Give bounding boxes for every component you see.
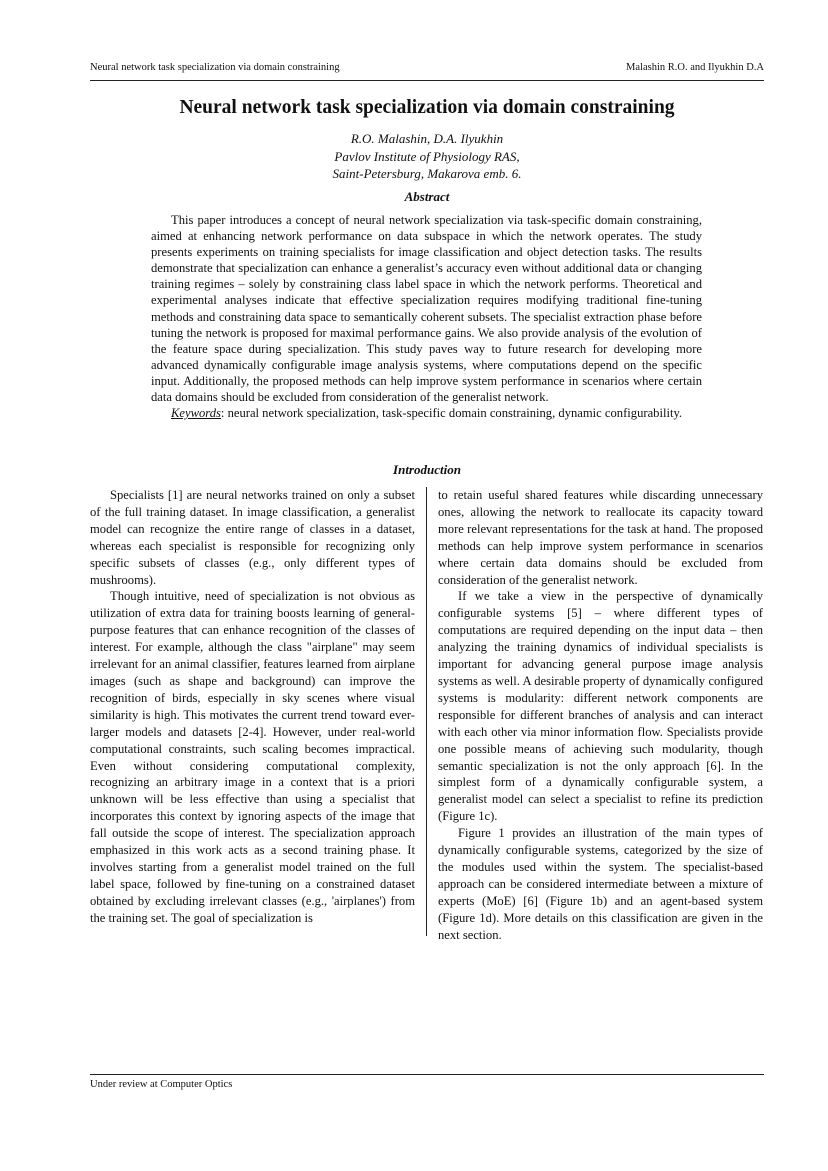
running-header [90,60,764,81]
intro-paragraph: Though intuitive, need of specialization is not obvious as utilization of extra data for training boosts learning of general-purpose features that can enhance recognition of the classes of interest. For example, although the class "airplane" may seem irrelevant for an animal classifier, features learned from airplane images (such as shape and background) can improve the recognition of birds, especially in sky scenes where visual similarity is high. This motivates the current trend toward ever-larger models and datasets [2-4]. However, under real-world computational constraints, such scaling becomes impractical. Even without considering computational complexity, recognizing an arbitrary image in a context that is a priori unknown will be less effective than using a specialist that incorporates this context by ignoring aspects of the image that fall outside the scope of interest. The specialization approach emphasized in this work acts as a second training phase. It involves starting from a generalist model trained on the full label space, followed by fine-tuning on a constrained dataset obtained by excluding irrelevant classes (e.g., 'airplanes') from the training set. The goal of specialization is [90,589,415,925]
intro-paragraph: If we take a view in the perspective of dynamically configurable systems [5] – where different types of computations are required depending on the input data – then analyzing the training dynamics of individual specialists is important for advancing general purpose image analysis systems as well. A desirable property of dynamically configured systems is modularity: different network components are responsible for different branches of analysis and can interact with each other via minor information flow. Specialists provide one possible means of achieving such modularity, though semantic specialization is not the only approach [6]. In the simplest form of a dynamically configurable system, a generalist model can select a specialist to refine its prediction (Figure 1c). [438,589,763,824]
intro-paragraph-continued: to retain useful shared features while discarding unnecessary ones, allowing the network to reallocate its capacity toward more relevant representations for the task at hand. The proposed methods can help improve system performance in scenarios where certain data domains should be excluded from consideration of the generalist network. [438,488,763,587]
abstract-text: This paper introduces a concept of neural network specialization via task-specific domain constraining, aimed at enhancing network performance on data subspace in which the network operates. The study presents experiments on training specialists for image classification and object detection tasks. The results demonstrate that specialization can enhance a generalist’s accuracy even without additional data or changing training regimes – solely by constraining class label space in which the network performs. Theoretical and experimental analyses indicate that effective specialization requires modifying traditional fine-tuning methods and constraining data space to semantically coherent subsets. The specialist extraction phase before tuning the network is proposed for maximal performance gains. We also provide analysis of the evolution of the feature space during specialization. This study paves way to future research for developing more advanced dynamically configurable image analysis systems, where computations depend on the specific input. Additionally, the proposed methods can help improve system performance in scenarios where certain data domains should be excluded from consideration of the generalist network. [151,213,702,405]
intro-paragraph: Figure 1 provides an illustration of the main types of dynamically configurable systems, categorized by the size of the modules used within the system. The specialist-based approach can be considered intermediate between a mixture of experts (MoE) [6] (Figure 1b) and an agent-based system (Figure 1d). More details on this classification are given in the next section. [438,826,763,942]
keywords-text: : neural network specialization, task-specific domain constraining, dynamic configurability. [220,406,683,421]
introduction-heading: Introduction [393,462,461,477]
right-column [438,487,763,943]
keywords [151,405,702,421]
intro-paragraph: Specialists [1] are neural networks trained on only a subset of the full training dataset. In image classification, a generalist model can recognize the entire range of classes in a dataset, whereas each specialist is responsible for recognizing only specific subsets of classes (e.g., only different types of mushrooms). [90,488,415,587]
author-affiliation: Pavlov Institute of Physiology RAS, [334,148,520,164]
footer-note: Under review at Computer Optics [90,1079,233,1090]
abstract-body [151,212,702,421]
footer-divider [90,1074,764,1075]
left-column [90,487,415,927]
author-block [90,130,764,183]
column-divider [426,487,427,936]
author-address: Saint-Petersburg, Makarova emb. 6. [332,166,522,181]
running-header-authors: Malashin R.O. and Ilyukhin D.A [626,62,764,73]
abstract-heading: Abstract [404,189,450,204]
paper-title: Neural network task specialization via domain constraining [179,97,675,118]
running-header-title: Neural network task specialization via domain constraining [90,62,340,73]
author-names: R.O. Malashin, D.A. Ilyukhin [350,131,504,146]
keywords-label: Keywords [171,406,221,421]
